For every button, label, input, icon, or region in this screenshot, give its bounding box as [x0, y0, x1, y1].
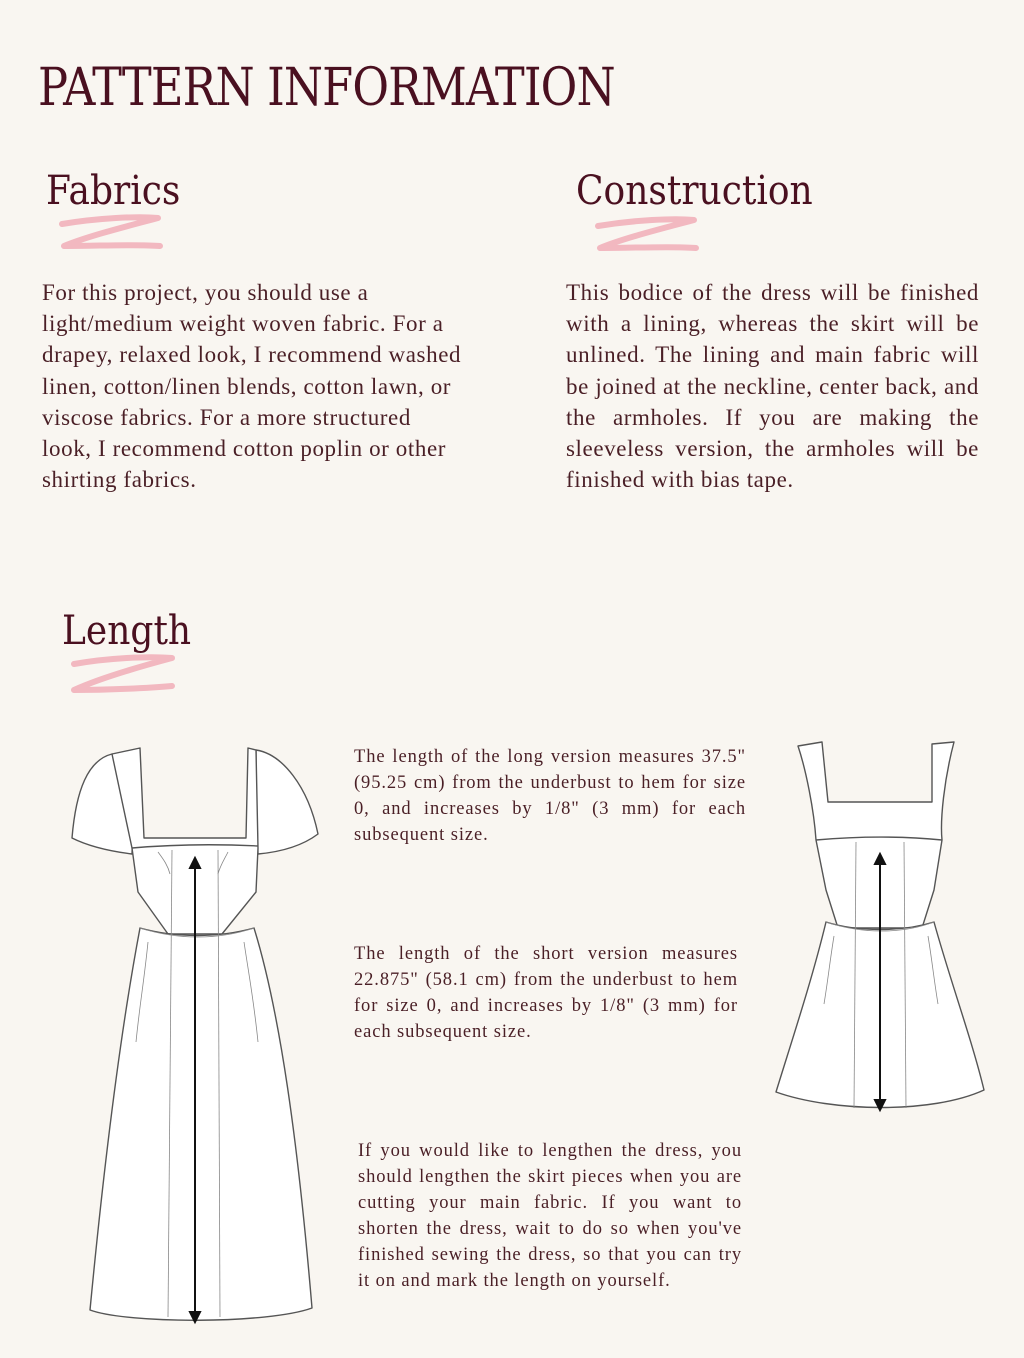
page-title: PATTERN INFORMATION	[38, 58, 615, 118]
construction-paragraph: This bodice of the dress will be finished with a lining, whereas the skirt will be unlined. The lining and main fabric will be joined at the neckline, center back, and the armholes. If you are making the sleeveless version, the armholes will be finished with bias tape.	[566, 280, 979, 493]
squiggle-underline-icon	[68, 652, 178, 700]
squiggle-underline-icon	[594, 214, 700, 262]
adjust-length-text: If you would like to lengthen the dress, you should lengthen the skirt pieces when you are cutting your main fabric. If you want to shorten the dress, wait to do so when you've finished sewing the dress, so that you can try it on and mark the length on yourself.	[358, 1141, 742, 1291]
short-dress-illustration	[772, 740, 988, 1114]
long-dress-illustration	[68, 742, 322, 1326]
squiggle-underline-icon	[58, 212, 164, 260]
long-version-length-text: The length of the long version measures 37.5" (95.25 cm) from the underbust to hem for size 0, and increases by 1/8" (3 mm) for each subsequent size.	[354, 747, 746, 845]
fabrics-paragraph: For this project, you should use a light/medium weight woven fabric. For a drapey, relaxed look, I recommend washed linen, cotton/linen blends, cotton lawn, or viscose fabrics. For a more structured look, I recommend cotton poplin or other shirting fabrics.	[42, 280, 462, 493]
short-version-length-text: The length of the short version measures 22.875" (58.1 cm) from the underbust to hem for size 0, and increases by 1/8" (3 mm) for each subsequent size.	[354, 944, 738, 1042]
construction-heading: Construction	[576, 168, 813, 214]
length-heading: Length	[62, 608, 192, 654]
fabrics-heading: Fabrics	[46, 168, 181, 214]
